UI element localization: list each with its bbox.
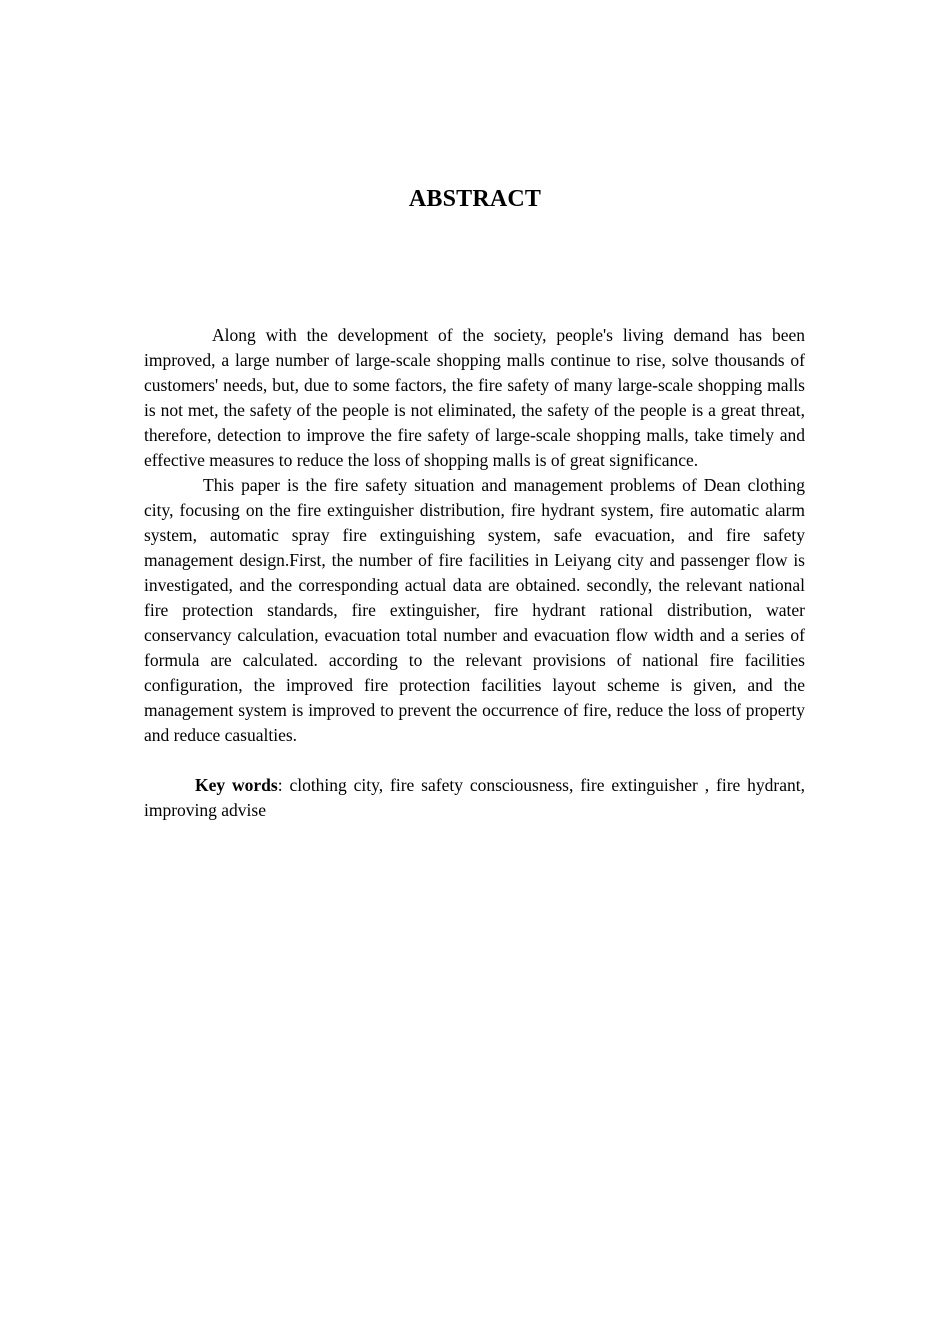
abstract-paragraph: This paper is the fire safety situation and management problems of Dean clothing city, focusing on the fire extinguisher distribution, fire hydrant system, fire automatic alarm system, automatic spray fire extinguishing system, safe evacuation, and fire safety management design.First, the number of fire facilities in Leiyang city and passenger flow is investigated, and the corresponding actual data are obtained. secondly, the relevant national fire protection standards, fire extinguisher, fire hydrant rational distribution, water conservancy calculation, evacuation total number and evacuation flow width and a series of formula are calculated. according to the relevant provisions of national fire facilities configuration, the improved fire protection facilities layout scheme is given, and the management system is improved to prevent the occurrence of fire, reduce the loss of property and reduce casualties. — [144, 475, 805, 745]
abstract-body — [144, 323, 805, 823]
abstract-title: ABSTRACT — [408, 186, 542, 212]
keywords-separator: : — [277, 775, 290, 795]
keywords-label: Key words — [195, 775, 278, 795]
abstract-paragraph: Along with the development of the society, people's living demand has been improved, a large number of large-scale shopping malls continue to rise, solve thousands of customers' needs, but, due to some factors, the fire safety of many large-scale shopping malls is not met, the safety of the people is not eliminated, the safety of the people is a great threat, therefore, detection to improve the fire safety of large-scale shopping malls, take timely and effective measures to reduce the loss of shopping malls is of great significance. — [144, 325, 805, 470]
keywords-text: clothing city, fire safety consciousness, fire extinguisher , fire hydrant, improving advise — [144, 775, 805, 820]
keywords-line — [144, 773, 805, 823]
